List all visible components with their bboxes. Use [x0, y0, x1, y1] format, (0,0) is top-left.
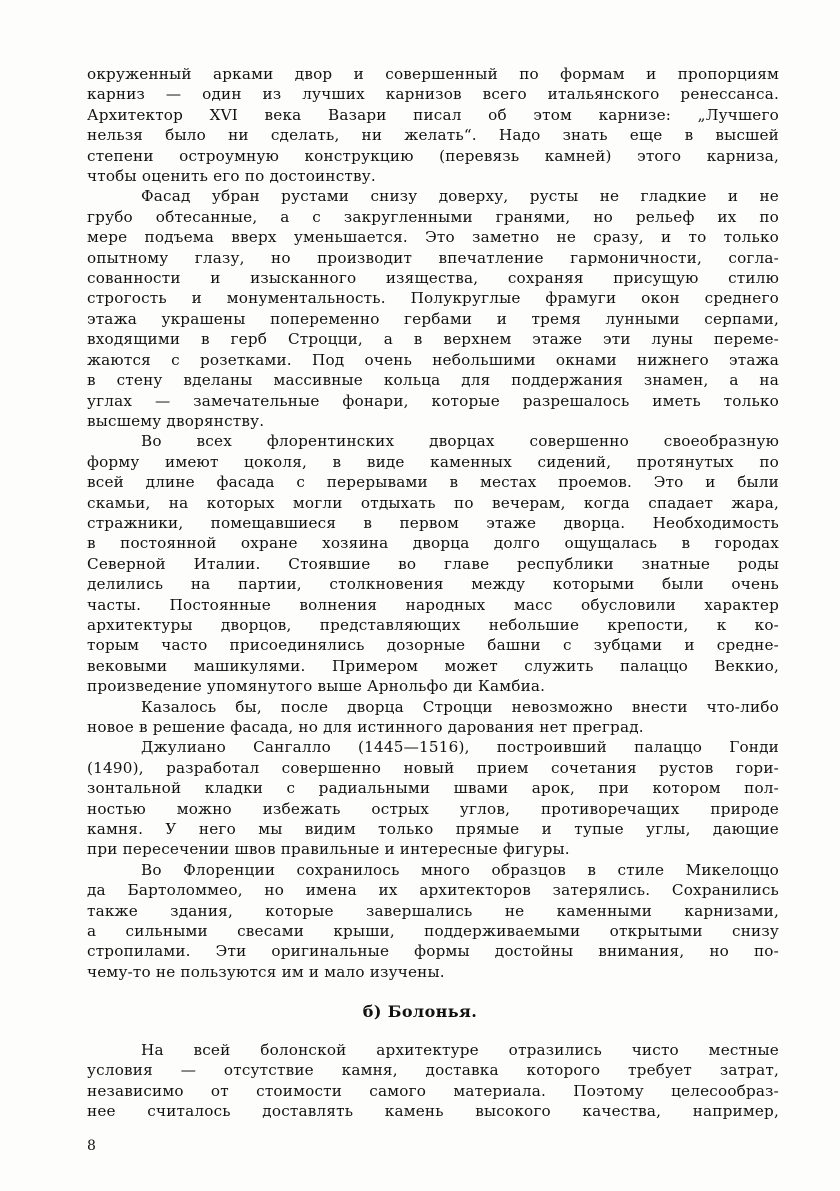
text-line: Архитектор XVI века Вазари писал об этом карнизе: „Лучшего: [87, 105, 779, 124]
text-line: Во всех флорентинских дворцах совершенно своеобразную: [141, 432, 779, 451]
text-line: скамьи, на которых могли отдыхать по вечерам, когда спадает жара,: [87, 493, 779, 512]
text-line: карниз — один из лучших карнизов всего итальянского ренессанса.: [87, 85, 779, 104]
text-line: делились на партии, столкновения между которыми были очень: [87, 575, 779, 594]
text-line: окруженный арками двор и совершенный по формам и пропорциям: [87, 65, 779, 83]
text-line: мере подъема вверх уменьшается. Это заметно не сразу, и то только: [87, 228, 779, 247]
text-line: всей длине фасада с перерывами в местах проемов. Это и были: [87, 473, 779, 492]
text-line: форму имеют цоколя, в виде каменных сидений, протянутых по: [87, 452, 779, 471]
text-line: сованности и изысканного изящества, сохраняя присущую стилю: [87, 269, 779, 288]
body-text: [87, 64, 779, 982]
text-line: условия — отсутствие камня, доставка которого требует затрат,: [87, 1061, 779, 1080]
paragraph: [87, 737, 779, 859]
text-line: Джулиано Сангалло (1445—1516), построивший палаццо Гонди: [141, 738, 779, 757]
paragraph: [87, 186, 779, 431]
text-line: Во Флоренции сохранилось много образцов в стиле Микелоццо: [141, 860, 779, 879]
text-line: нее считалось доставлять камень высокого качества, например,: [87, 1102, 779, 1121]
text-line: вековыми машикулями. Примером может служить палаццо Веккио,: [87, 656, 779, 675]
paragraph: [87, 697, 779, 738]
section-heading: б) Болонья.: [362, 1002, 478, 1021]
text-line: стражники, помещавшиеся в первом этаже дворца. Необходимость: [87, 513, 779, 532]
text-line: в стену вделаны массивные кольца для поддержания знамен, а на: [87, 371, 779, 390]
text-line: опытному глазу, но производит впечатление гармоничности, согла-: [87, 248, 779, 267]
text-line: торым часто присоединялись дозорные башни с зубцами и средне-: [87, 636, 779, 655]
text-line: Северной Италии. Стоявшие во главе республики знатные роды: [87, 554, 779, 573]
text-line: жаются с розетками. Под очень небольшими окнами нижнего этажа: [87, 350, 779, 369]
text-line: Фасад убран рустами снизу доверху, русты не гладкие и не: [141, 187, 779, 206]
text-line: нельзя было ни сделать, ни желать“. Надо знать еще в высшей: [87, 126, 779, 145]
section-body-text: [87, 1040, 779, 1122]
text-line: чтобы оценить его по достоинству.: [87, 167, 376, 186]
paragraph: [87, 1040, 779, 1122]
text-line: архитектуры дворцов, представляющих небольшие крепости, к ко-: [87, 615, 779, 634]
text-line: произведение упомянутого выше Арнольфо ди Камбиа.: [87, 677, 546, 696]
text-line: камня. У него мы видим только прямые и тупые углы, дающие: [87, 820, 779, 839]
text-line: этажа украшены попеременно гербами и тремя лунными серпами,: [87, 309, 779, 328]
text-line: входящими в герб Строцци, а в верхнем этаже эти луны переме-: [87, 330, 779, 349]
text-line: высшему дворянству.: [87, 411, 265, 430]
text-line: ностью можно избежать острых углов, противоречащих природе: [87, 799, 779, 818]
text-line: Казалось бы, после дворца Строцци невозможно внести что-либо: [141, 697, 779, 716]
paragraph: [87, 860, 779, 982]
text-line: чему-то не пользуются им и мало изучены.: [87, 962, 445, 981]
text-line: новое в решение фасада, но для истинного дарования нет преград.: [87, 718, 644, 736]
text-line: степени остроумную конструкцию (перевязь камней) этого карниза,: [87, 146, 779, 165]
text-line: углах — замечательные фонари, которые разрешалось иметь только: [87, 391, 779, 410]
page-number: 8: [87, 1138, 96, 1154]
text-line: зонтальной кладки с радиальными швами арок, при котором пол-: [87, 779, 779, 798]
text-line: в постоянной охране хозяина дворца долго ощущалась в городах: [87, 534, 779, 553]
text-line: стропилами. Эти оригинальные формы достойны внимания, но по-: [87, 942, 779, 961]
text-line: также здания, которые завершались не каменными карнизами,: [87, 901, 779, 920]
text-line: а сильными свесами крыши, поддерживаемыми открытыми снизу: [87, 922, 779, 941]
text-line: строгость и монументальность. Полукруглые фрамуги окон среднего: [87, 289, 779, 308]
text-line: да Бартоломмео, но имена их архитекторов затерялись. Сохранились: [87, 881, 779, 900]
text-line: при пересечении швов правильные и интересные фигуры.: [87, 840, 570, 859]
text-line: часты. Постоянные волнения народных масс обусловили характер: [87, 595, 779, 614]
text-line: (1490), разработал совершенно новый прием сочетания рустов гори-: [87, 758, 779, 777]
paragraph: [87, 64, 779, 186]
text-line: На всей болонской архитектуре отразились чисто местные: [141, 1041, 779, 1059]
paragraph: [87, 431, 779, 696]
text-line: грубо обтесанные, а с закругленными гранями, но рельеф их по: [87, 207, 779, 226]
text-line: независимо от стоимости самого материала. Поэтому целесообраз-: [87, 1081, 779, 1100]
